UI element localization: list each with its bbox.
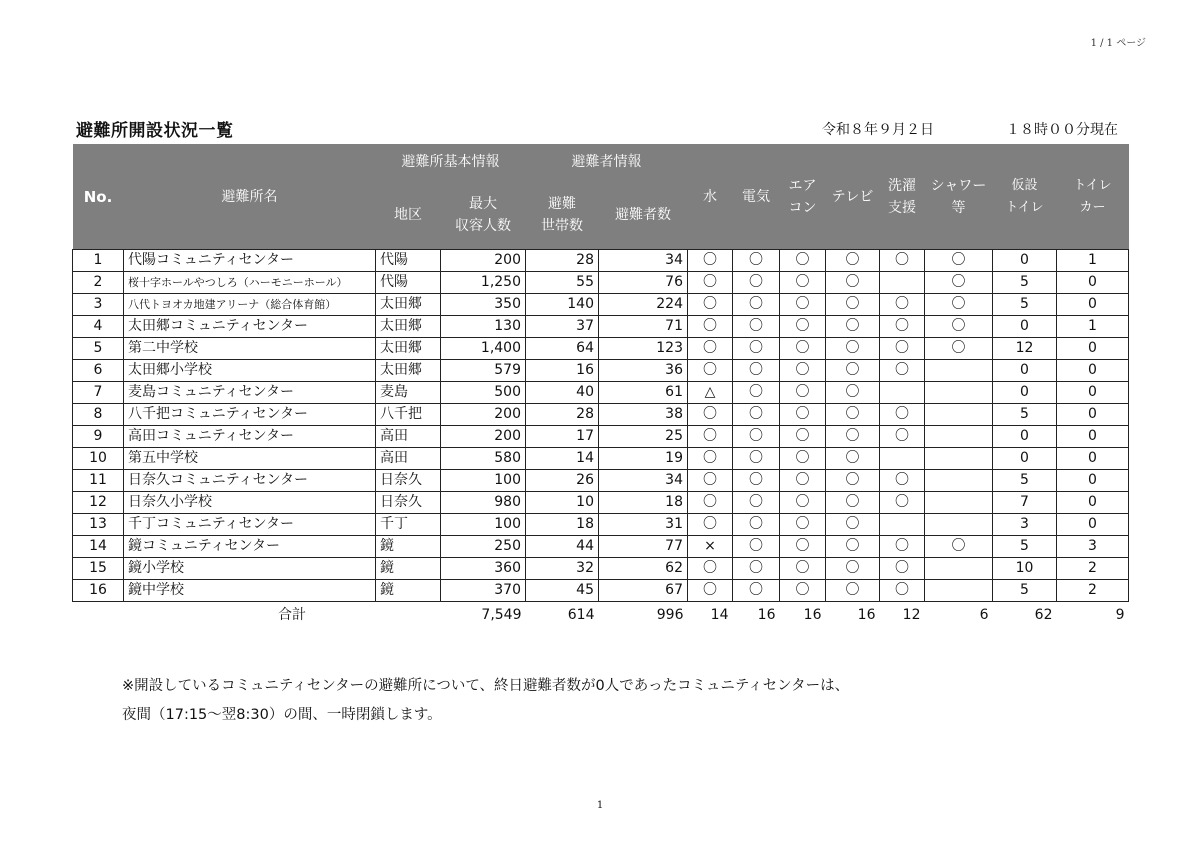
cell-ac: 〇 [780, 580, 826, 602]
table-row [73, 536, 1129, 558]
cell-toilet-car: 0 [1057, 338, 1129, 360]
note-line-2: 夜間（17:15～翌8:30）の間、一時閉鎖します。 [122, 707, 442, 723]
cell-temp-toilet: 0 [993, 382, 1057, 404]
table-row [73, 360, 1129, 382]
header-shower [925, 144, 993, 250]
cell-capacity: 200 [441, 250, 526, 272]
cell-capacity: 980 [441, 492, 526, 514]
cell-name: 代陽コミュニティセンター [124, 250, 376, 272]
header-toilet-car [1057, 144, 1129, 250]
cell-electricity: 〇 [733, 272, 780, 294]
cell-toilet-car: 0 [1057, 294, 1129, 316]
cell-capacity: 130 [441, 316, 526, 338]
header-temp-toilet [993, 144, 1057, 250]
cell-shower [925, 558, 993, 580]
cell-district: 千丁 [376, 514, 441, 536]
cell-name: 千丁コミュニティセンター [124, 514, 376, 536]
cell-electricity: 〇 [733, 470, 780, 492]
cell-name: 太田郷小学校 [124, 360, 376, 382]
cell-electricity: 〇 [733, 558, 780, 580]
header-electricity: 電気 [733, 144, 780, 250]
totals-toilet-car: 9 [1115, 606, 1125, 623]
cell-capacity: 580 [441, 448, 526, 470]
cell-households: 14 [526, 448, 599, 470]
cell-toilet-car: 3 [1057, 536, 1129, 558]
cell-toilet-car: 0 [1057, 492, 1129, 514]
cell-temp-toilet: 0 [993, 448, 1057, 470]
header-laundry [880, 144, 925, 250]
cell-capacity: 100 [441, 514, 526, 536]
cell-name: 八代トヨオカ地建アリーナ（総合体育館） [124, 294, 376, 316]
cell-name: 八千把コミュニティセンター [124, 404, 376, 426]
report-date: 令和８年９月２日 [822, 122, 934, 138]
cell-evacuees: 25 [599, 426, 688, 448]
cell-water: 〇 [688, 558, 733, 580]
cell-no: 5 [73, 338, 124, 360]
cell-no: 10 [73, 448, 124, 470]
totals-laundry: 12 [902, 606, 921, 623]
header-ac [780, 144, 826, 250]
header-water: 水 [688, 144, 733, 250]
totals-ac: 16 [803, 606, 822, 623]
table-row [73, 382, 1129, 404]
cell-district: 太田郷 [376, 338, 441, 360]
header-capacity-line1: 最大 [469, 195, 497, 212]
cell-district: 代陽 [376, 272, 441, 294]
cell-shower [925, 514, 993, 536]
cell-no: 6 [73, 360, 124, 382]
cell-temp-toilet: 5 [993, 580, 1057, 602]
cell-households: 44 [526, 536, 599, 558]
cell-ac: 〇 [780, 448, 826, 470]
cell-name: 太田郷コミュニティセンター [124, 316, 376, 338]
cell-laundry: 〇 [880, 580, 925, 602]
cell-evacuees: 71 [599, 316, 688, 338]
page-number: 1 [596, 800, 604, 811]
cell-toilet-car: 2 [1057, 580, 1129, 602]
totals-capacity: 7,549 [481, 606, 522, 623]
header-basic-info: 避難所基本情報 [376, 144, 526, 180]
cell-no: 11 [73, 470, 124, 492]
cell-shower [925, 470, 993, 492]
header-evacuee-info: 避難者情報 [526, 144, 688, 180]
cell-water: 〇 [688, 580, 733, 602]
cell-district: 鏡 [376, 558, 441, 580]
table-row [73, 580, 1129, 602]
cell-electricity: 〇 [733, 536, 780, 558]
cell-no: 7 [73, 382, 124, 404]
page-indicator: 1 / 1 ページ [1090, 38, 1146, 49]
cell-temp-toilet: 10 [993, 558, 1057, 580]
cell-toilet-car: 0 [1057, 360, 1129, 382]
header-evacuees: 避難者数 [599, 180, 688, 250]
header-households-line2: 世帯数 [541, 217, 583, 234]
cell-evacuees: 38 [599, 404, 688, 426]
cell-capacity: 200 [441, 426, 526, 448]
table-row [73, 426, 1129, 448]
cell-ac: 〇 [780, 272, 826, 294]
cell-ac: 〇 [780, 250, 826, 272]
cell-ac: 〇 [780, 470, 826, 492]
header-temp-toilet-line1: 仮設 [1011, 177, 1038, 193]
cell-name: 第五中学校 [124, 448, 376, 470]
cell-capacity: 370 [441, 580, 526, 602]
cell-name: 桜十字ホールやつしろ（ハーモニーホール） [124, 272, 376, 294]
cell-households: 64 [526, 338, 599, 360]
cell-toilet-car: 0 [1057, 514, 1129, 536]
cell-ac: 〇 [780, 382, 826, 404]
cell-evacuees: 67 [599, 580, 688, 602]
cell-households: 40 [526, 382, 599, 404]
totals-label: 合計 [278, 606, 306, 623]
cell-laundry: 〇 [880, 338, 925, 360]
cell-district: 鏡 [376, 580, 441, 602]
cell-ac: 〇 [780, 492, 826, 514]
cell-district: 麦島 [376, 382, 441, 404]
cell-evacuees: 19 [599, 448, 688, 470]
cell-water: 〇 [688, 294, 733, 316]
cell-no: 15 [73, 558, 124, 580]
cell-district: 高田 [376, 448, 441, 470]
cell-electricity: 〇 [733, 426, 780, 448]
cell-laundry: 〇 [880, 316, 925, 338]
cell-ac: 〇 [780, 338, 826, 360]
cell-tv: 〇 [826, 536, 880, 558]
cell-tv: 〇 [826, 360, 880, 382]
cell-district: 太田郷 [376, 294, 441, 316]
cell-laundry: 〇 [880, 492, 925, 514]
closure-note [122, 672, 849, 730]
cell-laundry: 〇 [880, 294, 925, 316]
cell-water: × [688, 536, 733, 558]
cell-temp-toilet: 7 [993, 492, 1057, 514]
cell-toilet-car: 0 [1057, 272, 1129, 294]
cell-laundry: 〇 [880, 360, 925, 382]
cell-electricity: 〇 [733, 404, 780, 426]
cell-toilet-car: 1 [1057, 316, 1129, 338]
cell-electricity: 〇 [733, 580, 780, 602]
cell-electricity: 〇 [733, 250, 780, 272]
cell-toilet-car: 2 [1057, 558, 1129, 580]
cell-toilet-car: 1 [1057, 250, 1129, 272]
cell-shower [925, 404, 993, 426]
cell-temp-toilet: 5 [993, 272, 1057, 294]
cell-evacuees: 61 [599, 382, 688, 404]
table-row [73, 404, 1129, 426]
cell-no: 2 [73, 272, 124, 294]
cell-evacuees: 224 [599, 294, 688, 316]
cell-shower [925, 448, 993, 470]
cell-temp-toilet: 0 [993, 250, 1057, 272]
cell-shower [925, 492, 993, 514]
cell-capacity: 250 [441, 536, 526, 558]
cell-tv: 〇 [826, 382, 880, 404]
cell-laundry: 〇 [880, 470, 925, 492]
cell-tv: 〇 [826, 580, 880, 602]
cell-shower: 〇 [925, 272, 993, 294]
cell-name: 日奈久小学校 [124, 492, 376, 514]
cell-water: 〇 [688, 492, 733, 514]
cell-electricity: 〇 [733, 514, 780, 536]
table-row [73, 558, 1129, 580]
cell-water: 〇 [688, 250, 733, 272]
cell-no: 14 [73, 536, 124, 558]
table-row [73, 250, 1129, 272]
cell-electricity: 〇 [733, 492, 780, 514]
cell-no: 9 [73, 426, 124, 448]
cell-electricity: 〇 [733, 382, 780, 404]
cell-no: 13 [73, 514, 124, 536]
header-laundry-line2: 支援 [888, 199, 916, 216]
cell-tv: 〇 [826, 558, 880, 580]
cell-shower: 〇 [925, 294, 993, 316]
cell-ac: 〇 [780, 536, 826, 558]
cell-district: 日奈久 [376, 470, 441, 492]
cell-shower: 〇 [925, 536, 993, 558]
cell-tv: 〇 [826, 294, 880, 316]
cell-water: 〇 [688, 514, 733, 536]
cell-laundry [880, 448, 925, 470]
cell-evacuees: 76 [599, 272, 688, 294]
cell-water: 〇 [688, 426, 733, 448]
cell-temp-toilet: 3 [993, 514, 1057, 536]
cell-evacuees: 34 [599, 250, 688, 272]
cell-ac: 〇 [780, 558, 826, 580]
cell-no: 12 [73, 492, 124, 514]
cell-ac: 〇 [780, 360, 826, 382]
shelter-status-table [72, 144, 1129, 628]
header-district: 地区 [376, 180, 441, 250]
totals-electricity: 16 [757, 606, 776, 623]
cell-capacity: 579 [441, 360, 526, 382]
cell-district: 鏡 [376, 536, 441, 558]
table-body [73, 250, 1129, 602]
cell-district: 太田郷 [376, 316, 441, 338]
table-row [73, 338, 1129, 360]
cell-district: 太田郷 [376, 360, 441, 382]
totals-temp-toilet: 62 [1034, 606, 1053, 623]
header-ac-line1: エア [788, 177, 817, 194]
cell-households: 17 [526, 426, 599, 448]
cell-name: 日奈久コミュニティセンター [124, 470, 376, 492]
cell-tv: 〇 [826, 426, 880, 448]
cell-name: 鏡小学校 [124, 558, 376, 580]
cell-water: 〇 [688, 316, 733, 338]
cell-temp-toilet: 5 [993, 294, 1057, 316]
cell-electricity: 〇 [733, 360, 780, 382]
report-time: １８時００分現在 [1006, 122, 1118, 138]
cell-tv: 〇 [826, 448, 880, 470]
note-line-1: ※開設しているコミュニティセンターの避難所について、終日避難者数が0人であったコミュニティセンターは、 [122, 678, 850, 694]
cell-shower [925, 580, 993, 602]
cell-electricity: 〇 [733, 448, 780, 470]
cell-temp-toilet: 0 [993, 360, 1057, 382]
table-row [73, 470, 1129, 492]
cell-water: 〇 [688, 404, 733, 426]
cell-ac: 〇 [780, 514, 826, 536]
cell-name: 麦島コミュニティセンター [124, 382, 376, 404]
cell-capacity: 500 [441, 382, 526, 404]
cell-households: 37 [526, 316, 599, 338]
totals-district-empty [376, 602, 441, 629]
cell-households: 26 [526, 470, 599, 492]
cell-name: 鏡コミュニティセンター [124, 536, 376, 558]
cell-evacuees: 18 [599, 492, 688, 514]
cell-evacuees: 36 [599, 360, 688, 382]
cell-households: 16 [526, 360, 599, 382]
totals-evacuees: 996 [656, 606, 684, 623]
cell-laundry: 〇 [880, 536, 925, 558]
cell-electricity: 〇 [733, 294, 780, 316]
table-row [73, 514, 1129, 536]
cell-shower: 〇 [925, 338, 993, 360]
table-row [73, 492, 1129, 514]
cell-electricity: 〇 [733, 338, 780, 360]
cell-capacity: 1,400 [441, 338, 526, 360]
cell-capacity: 200 [441, 404, 526, 426]
header-capacity [441, 180, 526, 250]
cell-evacuees: 31 [599, 514, 688, 536]
cell-households: 140 [526, 294, 599, 316]
cell-ac: 〇 [780, 426, 826, 448]
cell-toilet-car: 0 [1057, 448, 1129, 470]
cell-households: 18 [526, 514, 599, 536]
table-row [73, 316, 1129, 338]
cell-water: △ [688, 382, 733, 404]
cell-shower: 〇 [925, 316, 993, 338]
cell-laundry: 〇 [880, 426, 925, 448]
page-title: 避難所開設状況一覧 [76, 121, 234, 141]
cell-temp-toilet: 5 [993, 404, 1057, 426]
cell-tv: 〇 [826, 250, 880, 272]
header-no: No. [73, 144, 124, 250]
header-ac-line2: コン [788, 199, 817, 216]
totals-tv: 16 [857, 606, 876, 623]
cell-toilet-car: 0 [1057, 382, 1129, 404]
cell-temp-toilet: 0 [993, 426, 1057, 448]
cell-ac: 〇 [780, 316, 826, 338]
totals-row [73, 602, 1129, 629]
header-tv: テレビ [826, 144, 880, 250]
table-row [73, 272, 1129, 294]
cell-evacuees: 62 [599, 558, 688, 580]
cell-water: 〇 [688, 338, 733, 360]
header-laundry-line1: 洗濯 [888, 177, 916, 194]
totals-households: 614 [567, 606, 595, 623]
cell-laundry [880, 382, 925, 404]
cell-capacity: 360 [441, 558, 526, 580]
cell-capacity: 350 [441, 294, 526, 316]
cell-laundry: 〇 [880, 404, 925, 426]
cell-district: 日奈久 [376, 492, 441, 514]
cell-tv: 〇 [826, 470, 880, 492]
cell-laundry: 〇 [880, 558, 925, 580]
cell-households: 28 [526, 250, 599, 272]
cell-no: 4 [73, 316, 124, 338]
cell-temp-toilet: 5 [993, 536, 1057, 558]
cell-name: 第二中学校 [124, 338, 376, 360]
cell-name: 高田コミュニティセンター [124, 426, 376, 448]
cell-households: 10 [526, 492, 599, 514]
cell-ac: 〇 [780, 294, 826, 316]
cell-shower [925, 426, 993, 448]
cell-evacuees: 34 [599, 470, 688, 492]
cell-tv: 〇 [826, 404, 880, 426]
cell-laundry [880, 272, 925, 294]
cell-no: 3 [73, 294, 124, 316]
cell-capacity: 1,250 [441, 272, 526, 294]
table-row [73, 294, 1129, 316]
cell-toilet-car: 0 [1057, 426, 1129, 448]
header-temp-toilet-line2: トイレ [1005, 199, 1044, 215]
cell-district: 八千把 [376, 404, 441, 426]
totals-water: 14 [710, 606, 729, 623]
table-header [73, 144, 1129, 250]
cell-electricity: 〇 [733, 316, 780, 338]
cell-tv: 〇 [826, 338, 880, 360]
header-households-line1: 避難 [548, 195, 576, 212]
cell-tv: 〇 [826, 316, 880, 338]
cell-tv: 〇 [826, 492, 880, 514]
cell-toilet-car: 0 [1057, 404, 1129, 426]
cell-households: 55 [526, 272, 599, 294]
cell-laundry: 〇 [880, 250, 925, 272]
header-shower-line2: 等 [951, 199, 966, 216]
cell-ac: 〇 [780, 404, 826, 426]
cell-capacity: 100 [441, 470, 526, 492]
cell-name: 鏡中学校 [124, 580, 376, 602]
header-name: 避難所名 [124, 144, 376, 250]
header-capacity-line2: 収容人数 [455, 217, 511, 234]
cell-households: 32 [526, 558, 599, 580]
cell-temp-toilet: 5 [993, 470, 1057, 492]
table-row [73, 448, 1129, 470]
header-shower-line1: シャワー [930, 177, 987, 194]
cell-water: 〇 [688, 448, 733, 470]
cell-tv: 〇 [826, 514, 880, 536]
header-households [526, 180, 599, 250]
cell-no: 1 [73, 250, 124, 272]
cell-district: 高田 [376, 426, 441, 448]
cell-evacuees: 123 [599, 338, 688, 360]
cell-shower: 〇 [925, 250, 993, 272]
cell-water: 〇 [688, 360, 733, 382]
cell-households: 28 [526, 404, 599, 426]
cell-shower [925, 360, 993, 382]
cell-households: 45 [526, 580, 599, 602]
cell-district: 代陽 [376, 250, 441, 272]
cell-laundry [880, 514, 925, 536]
cell-no: 16 [73, 580, 124, 602]
header-toilet-car-line2: カー [1079, 199, 1106, 215]
header-toilet-car-line1: トイレ [1073, 177, 1112, 193]
cell-shower [925, 382, 993, 404]
cell-water: 〇 [688, 470, 733, 492]
cell-water: 〇 [688, 272, 733, 294]
cell-temp-toilet: 12 [993, 338, 1057, 360]
cell-tv: 〇 [826, 272, 880, 294]
table-footer [73, 602, 1129, 629]
cell-no: 8 [73, 404, 124, 426]
cell-evacuees: 77 [599, 536, 688, 558]
cell-toilet-car: 0 [1057, 470, 1129, 492]
cell-temp-toilet: 0 [993, 316, 1057, 338]
totals-shower: 6 [979, 606, 989, 623]
